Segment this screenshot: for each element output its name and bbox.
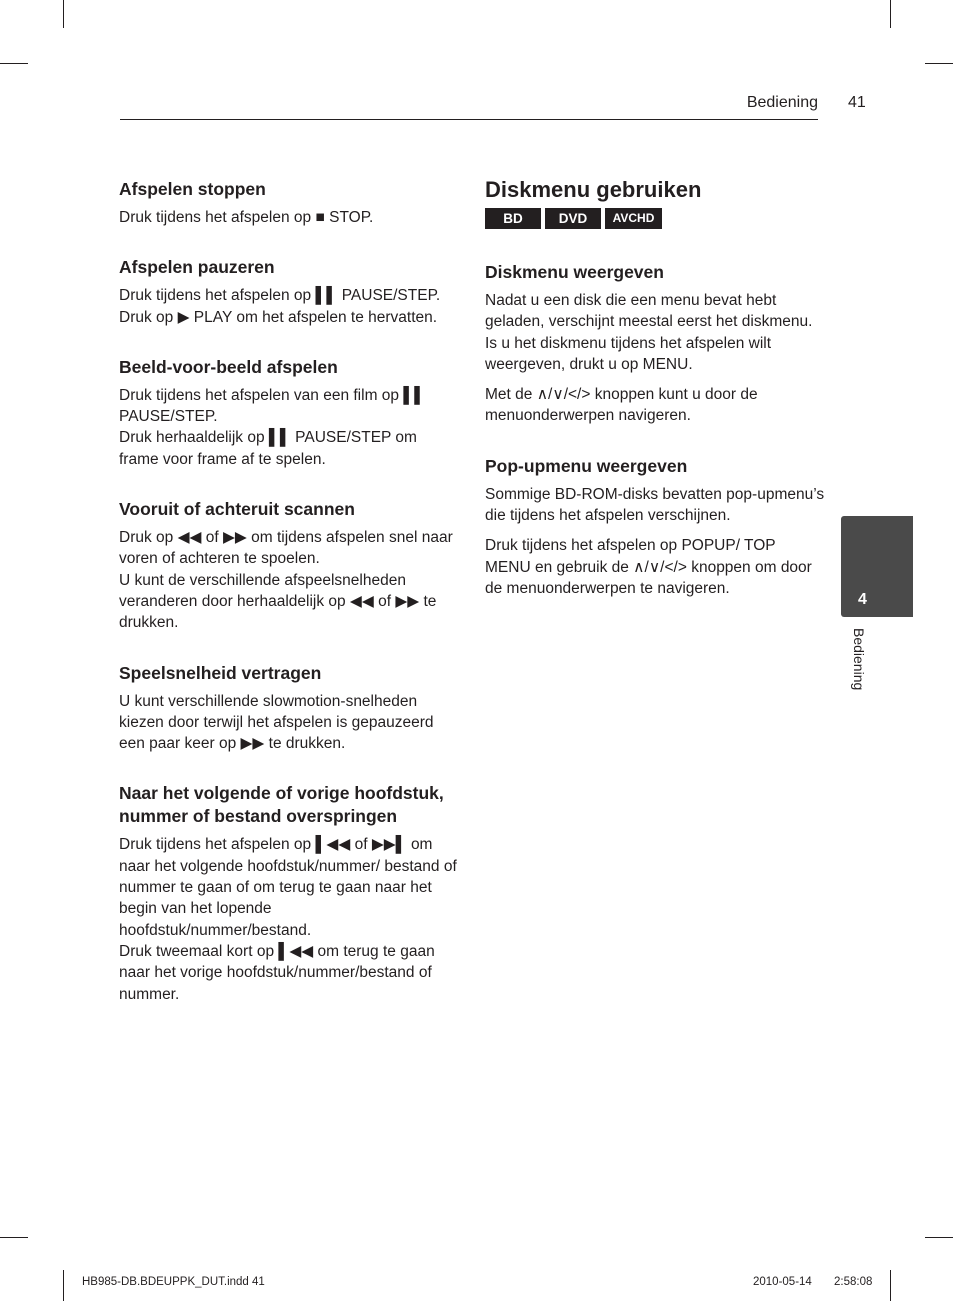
section-heading: Afspelen stoppen [119, 179, 266, 199]
crop-mark [890, 0, 891, 28]
footer-file: HB985-DB.BDEUPPK_DUT.indd 41 [82, 1276, 265, 1288]
section-heading: Diskmenu weergeven [485, 262, 664, 282]
crop-mark [925, 1237, 953, 1238]
footer-time: 2:58:08 [834, 1276, 873, 1288]
disc-badges [485, 208, 825, 229]
section-heading: Vooruit of achteruit scannen [119, 499, 355, 520]
paragraph: Druk tijdens het afspelen van een film op ▌▌ PAUSE/STEP. [119, 386, 426, 426]
section-skip [119, 782, 459, 1004]
crop-mark [63, 0, 64, 28]
crop-mark [890, 1270, 891, 1301]
section-heading: Pop-upmenu weergeven [485, 455, 688, 476]
paragraph: Druk tijdens het afspelen op POPUP/ TOP MENU en gebruik de ∧/∨/</> knoppen om door de menuonderwerpen te navigeren. [485, 537, 812, 597]
paragraph: Druk herhaaldelijk op ▌▌ PAUSE/STEP om frame voor frame af te spelen. [119, 429, 417, 468]
section-heading: Speelsnelheid vertragen [119, 662, 322, 683]
paragraph: Druk tweemaal kort op ▌◀◀ om terug te gaan naar het vorige hoofdstuk/nummer/bestand of nummer. [119, 942, 435, 1003]
chapter-tab [841, 516, 913, 617]
paragraph: Druk op ▶ PLAY om het afspelen te hervatten. [119, 308, 438, 326]
left-column [119, 178, 459, 1033]
paragraph: Sommige BD-ROM-disks bevatten pop-upmenu’s die tijdens het afspelen verschijnen. [485, 485, 825, 525]
paragraph: Druk tijdens het afspelen op ■ STOP. [119, 209, 374, 226]
section-diskmenu [485, 261, 825, 427]
paragraph: Druk tijdens het afspelen op ▌▌ PAUSE/STEP. [119, 287, 441, 305]
section-frame [119, 356, 459, 470]
page-number: 41 [848, 94, 866, 111]
page-title: Diskmenu gebruiken [485, 177, 702, 202]
badge-avchd: AVCHD [605, 208, 662, 229]
section-heading: Afspelen pauzeren [119, 257, 275, 278]
section-pause [119, 256, 459, 328]
paragraph: U kunt de verschillende afspeelsnelheden veranderen door herhaaldelijk op ◀◀ of ▶▶ te drukken. [119, 571, 437, 632]
section-stop [119, 178, 459, 228]
footer-date: 2010-05-14 [753, 1276, 812, 1288]
running-header-section: Bediening [746, 94, 818, 111]
crop-mark [0, 63, 28, 64]
section-heading: Beeld-voor-beeld afspelen [119, 356, 338, 377]
crop-mark [925, 63, 953, 64]
section-slow [119, 662, 459, 755]
badge-dvd: DVD [545, 208, 601, 229]
chapter-label: Bediening [851, 628, 867, 691]
paragraph: Nadat u een disk die een menu bevat hebt geladen, verschijnt meestal eerst het diskmenu. Is u het diskmenu tijdens het afspelen wilt weergeven, drukt u op MENU. [485, 292, 813, 373]
paragraph: U kunt verschillende slowmotion-snelheden kiezen door terwijl het afspelen is gepauzeerd een paar keer op ▶▶ te drukken. [119, 692, 434, 753]
section-heading: Naar het volgende of vorige hoofdstuk, nummer of bestand overspringen [119, 783, 444, 827]
badge-bd: BD [485, 208, 541, 229]
section-scan [119, 498, 459, 633]
paragraph: Druk tijdens het afspelen op ▌◀◀ of ▶▶▌ om naar het volgende hoofdstuk/nummer/ bestand of nummer te gaan of om terug te gaan naar het begin van het lopende hoofdstuk/nummer/bestand. [119, 836, 457, 939]
paragraph: Met de ∧/∨/</> knoppen kunt u door de menuonderwerpen navigeren. [485, 386, 758, 425]
section-popup [485, 455, 825, 599]
right-column [485, 176, 825, 627]
crop-mark [0, 1237, 28, 1238]
chapter-number: 4 [858, 591, 867, 608]
header-rule [120, 119, 818, 120]
paragraph: Druk op ◀◀ of ▶▶ om tijdens afspelen snel naar voren of achteren te spoelen. [119, 529, 453, 568]
crop-mark [63, 1270, 64, 1301]
